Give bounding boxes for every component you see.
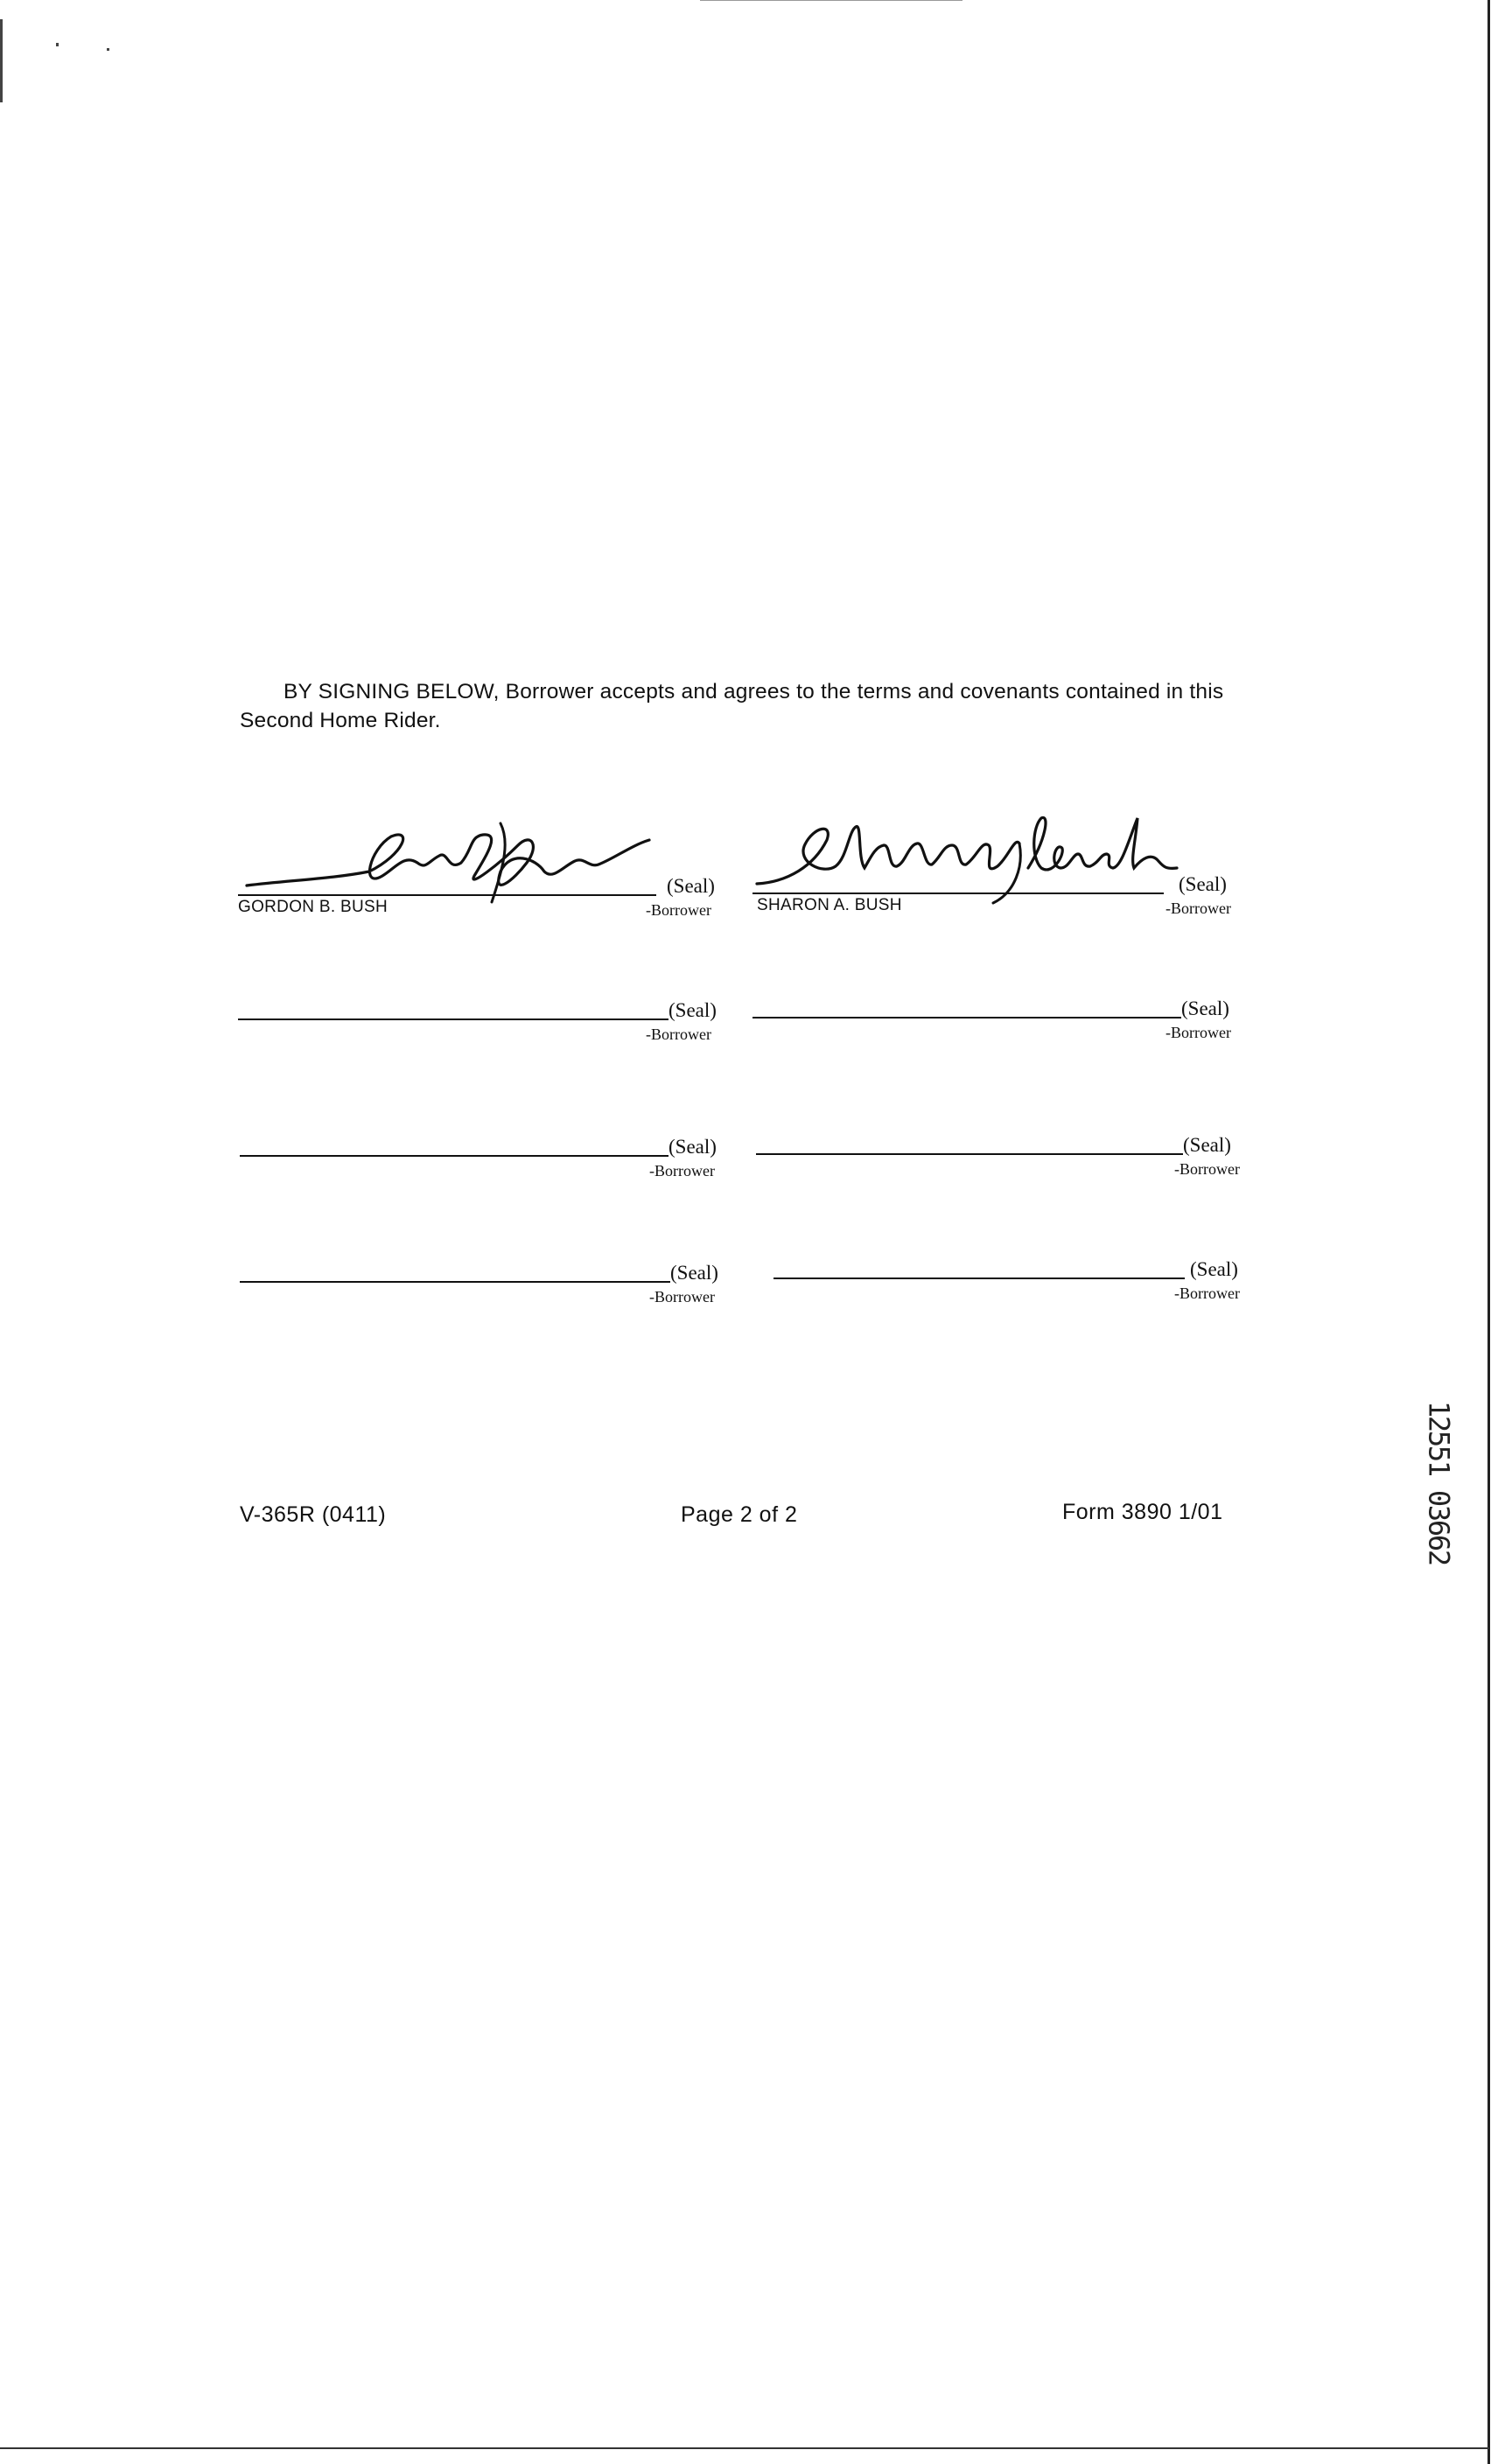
seal-label: (Seal): [1190, 1258, 1238, 1280]
signer-name: GORDON B. BUSH: [238, 898, 388, 916]
seal-label: (Seal): [667, 875, 715, 897]
scan-artifact: [107, 48, 109, 51]
page-number: Page 2 of 2: [681, 1502, 798, 1527]
seal-label: (Seal): [668, 999, 717, 1021]
signature-sharon-bush: [752, 805, 1190, 910]
signature-block-borrower-2: [752, 822, 1242, 917]
signature-block-blank: [756, 1127, 1246, 1206]
scan-artifact: [56, 43, 59, 46]
agreement-statement: [240, 677, 1255, 735]
recording-number: 1 2 5 5 1 0 3 6 6 2: [1422, 1400, 1456, 1567]
signature-block-blank: [238, 990, 728, 1069]
signature-block-borrower-1: [238, 822, 728, 919]
agreement-text: BY SIGNING BELOW, Borrower accepts and agrees to the terms and covenants contained in this Second Home Rider.: [240, 680, 1224, 732]
seal-label: (Seal): [1181, 998, 1229, 1019]
borrower-label: -Borrower: [1166, 1024, 1231, 1041]
seal-label: (Seal): [668, 1136, 717, 1158]
form-number: Form 3890 1/01: [1062, 1500, 1223, 1524]
page-border-right: [1488, 0, 1490, 2464]
signature-block-blank: [752, 989, 1242, 1068]
signature-gordon-bush: [238, 810, 658, 906]
borrower-label: -Borrower: [1174, 1284, 1240, 1302]
seal-label: (Seal): [1183, 1134, 1231, 1156]
borrower-label: -Borrower: [649, 1288, 715, 1306]
signer-name: SHARON A. BUSH: [757, 896, 902, 914]
borrower-label: -Borrower: [1166, 900, 1231, 917]
borrower-label: -Borrower: [649, 1162, 715, 1180]
scan-artifact: [700, 0, 962, 1]
scan-artifact: [0, 19, 3, 102]
seal-label: (Seal): [670, 1262, 718, 1284]
signature-block-blank: [240, 1253, 730, 1332]
page-border-bottom: [0, 2447, 1489, 2449]
borrower-label: -Borrower: [646, 1026, 711, 1043]
borrower-label: -Borrower: [1174, 1160, 1240, 1178]
signature-block-blank: [774, 1251, 1246, 1330]
form-code: V-365R (0411): [240, 1502, 387, 1527]
signature-block-blank: [240, 1129, 730, 1208]
borrower-label: -Borrower: [646, 901, 711, 919]
seal-label: (Seal): [1179, 873, 1227, 895]
